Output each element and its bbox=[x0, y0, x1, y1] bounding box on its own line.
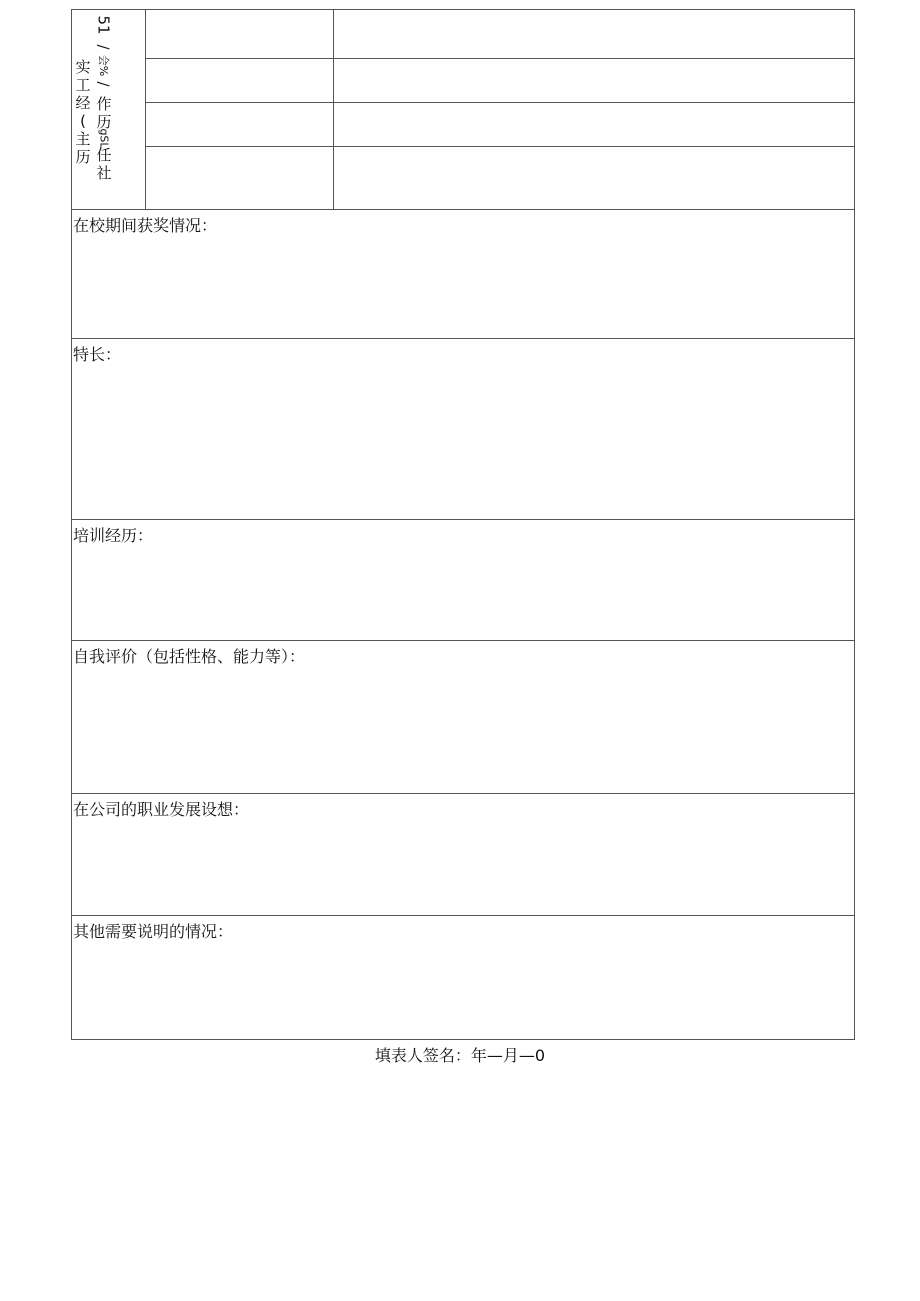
vertical-label-char: 作 bbox=[96, 95, 112, 113]
vertical-label-column-2 bbox=[72, 58, 94, 166]
vertical-label-char: 51 bbox=[95, 15, 113, 35]
vertical-label-char: 任 bbox=[96, 146, 112, 164]
specialty-section[interactable] bbox=[72, 339, 854, 520]
work-history-org-cell[interactable] bbox=[146, 147, 334, 209]
work-history-detail-cell[interactable] bbox=[334, 59, 854, 102]
signature-date: 年—月—0 bbox=[470, 1046, 546, 1065]
training-label: 培训经历： bbox=[73, 526, 154, 545]
work-history-row bbox=[146, 59, 854, 103]
vertical-label-char: / bbox=[95, 81, 113, 87]
vertical-label-char: gSL bbox=[97, 128, 111, 149]
work-history-detail-cell[interactable] bbox=[334, 10, 854, 58]
work-history-org-cell[interactable] bbox=[146, 10, 334, 58]
work-history-detail-cell[interactable] bbox=[334, 103, 854, 146]
training-section[interactable] bbox=[72, 520, 854, 641]
vertical-label-char: 会% bbox=[97, 54, 111, 77]
career-plan-section[interactable] bbox=[72, 794, 854, 916]
work-history-block bbox=[72, 10, 854, 210]
vertical-label-char: 主 bbox=[75, 130, 91, 148]
application-form-table bbox=[71, 9, 855, 1040]
specialty-label: 特长： bbox=[73, 345, 122, 364]
work-history-row bbox=[146, 103, 854, 147]
vertical-label-char: / bbox=[95, 44, 113, 50]
work-history-vertical-label bbox=[72, 10, 146, 209]
work-history-org-cell[interactable] bbox=[146, 103, 334, 146]
other-notes-section[interactable] bbox=[72, 916, 854, 1039]
vertical-label-char: 历 bbox=[96, 113, 112, 131]
vertical-label-char: ( bbox=[80, 112, 86, 130]
signature-footer bbox=[0, 1045, 920, 1067]
work-history-row bbox=[146, 10, 854, 59]
work-history-detail-cell[interactable] bbox=[334, 147, 854, 209]
self-evaluation-label: 自我评价（包括性格、能力等）： bbox=[73, 647, 306, 666]
vertical-label-char: 经 bbox=[75, 94, 91, 112]
work-history-row bbox=[146, 147, 854, 209]
vertical-label-char: 历 bbox=[75, 148, 91, 166]
signature-label: 填表人签名： bbox=[374, 1046, 471, 1065]
self-evaluation-section[interactable] bbox=[72, 641, 854, 794]
vertical-label-column-1 bbox=[93, 14, 115, 182]
vertical-label-char: 工 bbox=[75, 76, 91, 94]
vertical-label-char: 社 bbox=[96, 164, 112, 182]
other-notes-label: 其他需要说明的情况： bbox=[73, 922, 234, 941]
career-plan-label: 在公司的职业发展设想： bbox=[73, 800, 250, 819]
awards-label: 在校期间获奖情况： bbox=[73, 216, 218, 235]
awards-section[interactable] bbox=[72, 210, 854, 339]
vertical-label-char: 实 bbox=[75, 58, 91, 76]
work-history-org-cell[interactable] bbox=[146, 59, 334, 102]
